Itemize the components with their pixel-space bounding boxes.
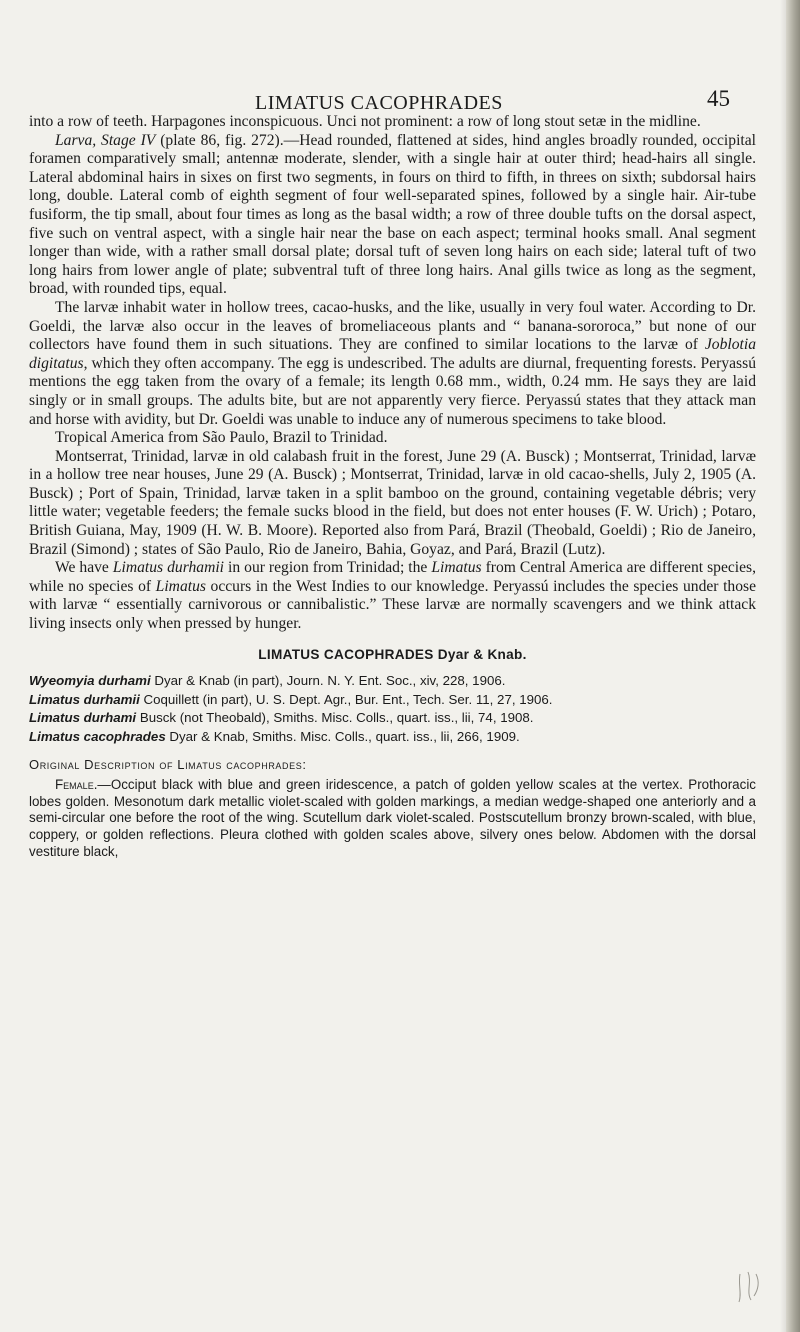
text-run: into a row of teeth. Harpagones inconspicuous. Unci not prominent: a row of long stout setæ in the midline. xyxy=(29,113,701,130)
synonymy-entry xyxy=(29,692,756,709)
text-run: (plate 86, fig. 272).—Head rounded, flattened at sides, hind angles broadly rounded, occipital foramen comparatively small; antennæ moderate, slender, with a single hair at outer third; head-hairs all single. Lateral abdominal hairs in sixes on first two segments, in fours on third to fifth, in threes on sixth; subdorsal hairs long, double. Lateral comb of eighth segment of four well-separated spines, followed by a single hair. Air-tube fusiform, the tip small, about four times as long as the basal width; a row of three double tufts on the dorsal aspect, five such on ventral aspect, with a single hair near the base on each aspect; terminal hooks small. Anal segment longer than wide, with a rather small dorsal plate; dorsal tuft of seven long hairs on each side; lateral tuft of two long hairs from lower angle of plate; subventral tuft of three long hairs. Anal gills twice as long as the segment, broad, with rounded tips, equal. xyxy=(29,131,756,298)
text-run: Tropical America from São Paulo, Brazil to Trinidad. xyxy=(55,429,388,447)
synonymy-entry xyxy=(29,673,756,690)
italic-term: Limatus durhamii xyxy=(112,559,225,577)
description-heading: Original Description of Limatus cacophrades: xyxy=(29,756,307,772)
synonym-citation: Coquillett (in part), U. S. Dept. Agr., Bur. Ent., Tech. Ser. 11, 27, 1906. xyxy=(139,691,553,707)
text-run: , which they often accompany. The egg is undescribed. The adults are diurnal, frequenting forests. Peryassú mentions the egg taken from the ovary of a female; its length 0.68 mm., width, 0.24 mm. He says they are laid singly or in small groups. The adults bite, but are not apparently very fierce. Peryassú states that they attack man and horse with avidity, but Dr. Goeldi was unable to induce any of numerous specimens to take blood. xyxy=(29,354,756,428)
italic-term: Joblotia digitatus xyxy=(29,336,756,372)
species-heading: LIMATUS CACOPHRADES Dyar & Knab. xyxy=(258,646,527,662)
text-run: The larvæ inhabit water in hollow trees, cacao-husks, and the like, usually in very foul water. According to Dr. Goeldi, the larvæ also occur in the leaves of bromeliaceous plants and “ banana-sororoca,” but none of our collectors have found them in such situations. They are confined to similar locations to the larvæ of xyxy=(29,298,756,354)
body-paragraph xyxy=(29,299,756,429)
page-body xyxy=(29,113,756,860)
body-paragraph xyxy=(29,132,756,299)
page-edge xyxy=(786,0,800,1332)
text-run: Montserrat, Trinidad, larvæ in old calabash fruit in the forest, June 29 (A. Busck) ; Montserrat, Trinidad, larvæ in a hollow tree near houses, June 29 (A. Busck) ; Montserrat, Trinidad, larvæ in old cacao-shells, July 2, 1905 (A. Busck) ; Port of Spain, Trinidad, larvæ taken in a split bamboo on the ground, containing vegetable débris; very little water; vegetable feeders; the female sucks blood in the field, but does not enter houses (F. W. Urich) ; Potaro, British Guiana, May, 1909 (H. W. B. Moore). Reported also from Pará, Brazil (Theobald, Goeldi) ; Rio de Janeiro, Brazil (Simond) ; states of São Paulo, Rio de Janeiro, Bahia, Goyaz, and Pará, Brazil (Lutz). xyxy=(29,447,756,558)
body-paragraph xyxy=(29,448,756,560)
margin-pencil-mark xyxy=(734,1266,764,1306)
synonym-name: Limatus cacophrades xyxy=(29,729,166,744)
synonymy-entry xyxy=(29,729,756,746)
body-paragraph xyxy=(29,559,756,633)
body-paragraph xyxy=(29,113,756,132)
synonym-name: Limatus durhami xyxy=(29,710,137,726)
description-text: —Occiput black with blue and green iridescence, a patch of golden yellow scales at the vertex. Prothoracic lobes golden. Mesonotum dark metallic violet-scaled with golden markings, a median wedge-shaped one anteriorly and a semi-circular one before the root of the wing. Scutellum dark violet-scaled. Postscutellum bronzy brown-scaled, with blue, coppery, or golden reflections. Pleura clothed with golden scales above, silvery ones below. Abdomen with the dorsal vestiture black, xyxy=(29,777,756,859)
synonymy-entry xyxy=(29,710,756,727)
text-run: occurs in the West Indies to our knowledge. Peryassú includes the species under those with larvæ “ essentially carnivorous or cannibalistic.” These larvæ are normally scavengers and we think attack living insects only when pressed by hunger. xyxy=(29,577,756,633)
text-run: We have xyxy=(55,559,113,577)
synonymy-list xyxy=(29,673,756,745)
italic-term: Limatus xyxy=(431,559,482,577)
running-head-title: LIMATUS CACOPHRADES xyxy=(255,92,503,114)
female-description xyxy=(29,777,756,860)
synonym-name: Wyeomyia durhami xyxy=(29,673,151,689)
text-run: from Central America are different species, while no species of xyxy=(29,559,757,595)
italic-term: Larva, Stage IV xyxy=(55,131,156,149)
text-run: in our region from Trinidad; the xyxy=(224,559,432,577)
italic-term: Limatus xyxy=(155,577,206,595)
synonym-citation: Busck (not Theobald), Smiths. Misc. Colls., quart. iss., lii, 74, 1908. xyxy=(136,710,534,726)
synonym-name: Limatus durhamii xyxy=(29,691,140,707)
body-paragraphs xyxy=(29,113,756,634)
body-paragraph xyxy=(29,429,756,448)
synonym-citation: Dyar & Knab (in part), Journ. N. Y. Ent. Soc., xiv, 228, 1906. xyxy=(150,673,506,689)
description-lead: Female. xyxy=(55,777,98,793)
synonym-citation: Dyar & Knab, Smiths. Misc. Colls., quart. iss., lii, 266, 1909. xyxy=(165,729,520,744)
page-number: 45 xyxy=(707,86,730,111)
